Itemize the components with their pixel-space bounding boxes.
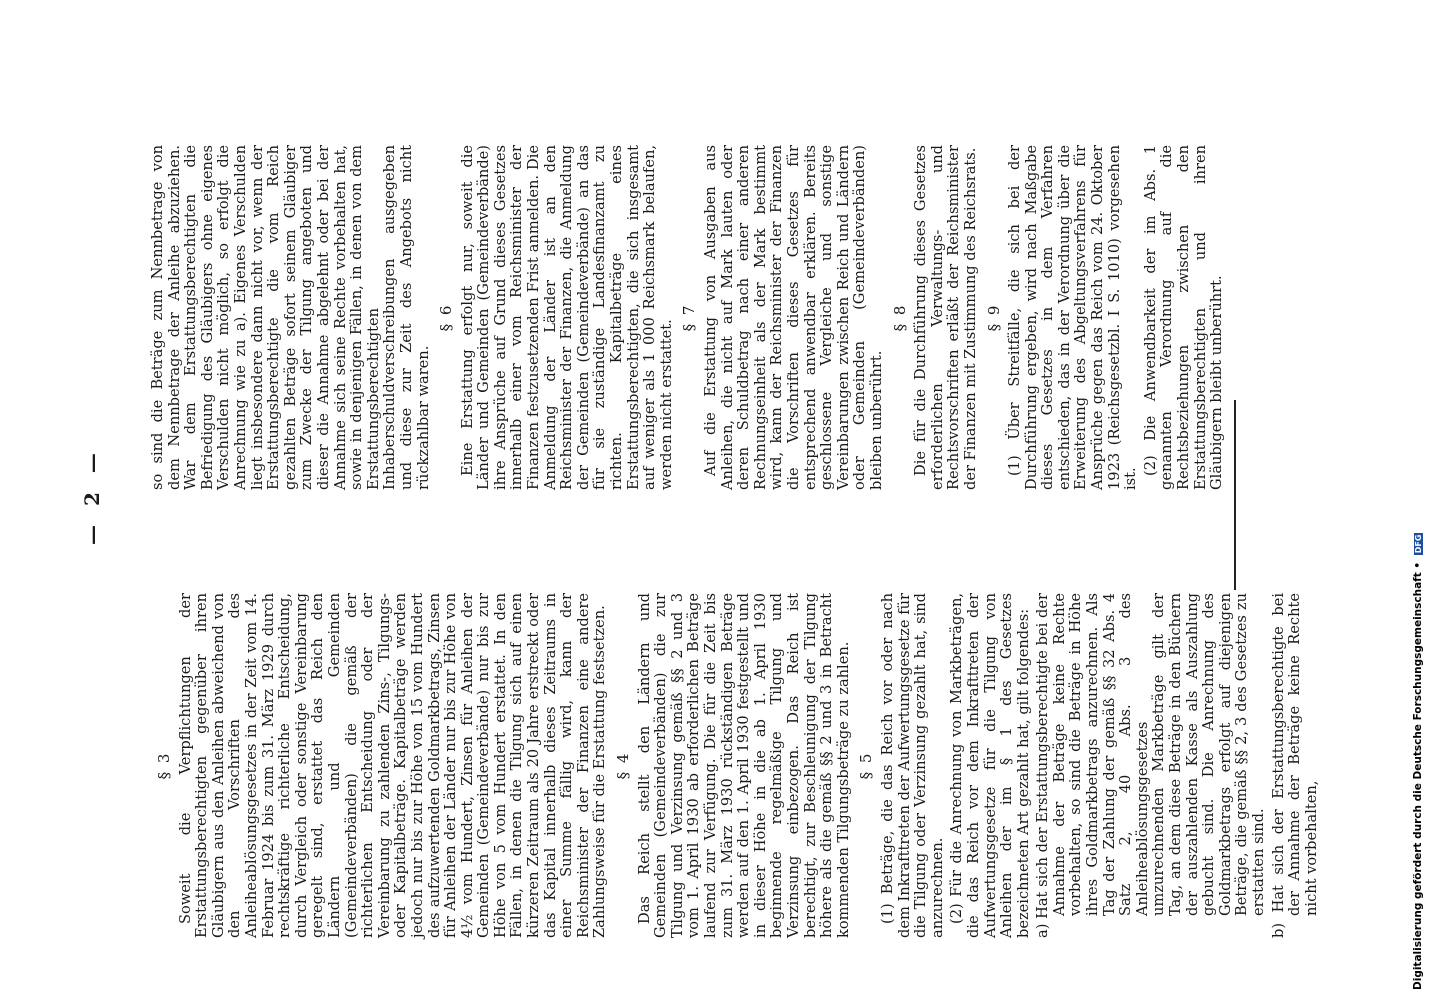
digitization-credit bbox=[1412, 10, 1424, 990]
section-5-continuation: so sind die Beträge zum Nennbetrage von dem Nennbetrage der Anleihe abzuziehen. War dem Erstattungsberechtigten die Befriedigung des Gläubigers ohne eigenes Verschulden nicht möglich, so erfolgt die Anrechnung wie zu a). Eigenes Verschulden liegt insbesondere dann nicht vor, wenn der Erstattungsberechtigte die vom Reich gezahlten Beträge sofort seinem Gläubiger zum Zwecke der Tilgung angeboten und dieser die Annahme abgelehnt oder bei der Annahme sich seine Rechte vorbehalten hat, sowie in denjenigen Fällen, in denen von dem Erstattungsberechtigten Inhaberschuldverschreibungen ausgegeben und diese zur Zeit des Angebots nicht rückzahlbar waren. bbox=[149, 145, 432, 490]
section-heading-3: § 3 bbox=[155, 751, 173, 780]
section-5-item-b: b) Hat sich der Erstattungsberechtigte bei der Annahme der Beträge keine Rechte nicht vorbehalten, bbox=[1269, 593, 1320, 938]
section-heading-9: § 9 bbox=[984, 303, 1003, 332]
section-5-para-1: (1) Beträge, die das Reich vor oder nach dem Inkrafttreten der Aufwertungsgesetze für die Tilgung oder Verzinsung gezahlt hat, sind anzurechnen. bbox=[878, 593, 946, 938]
section-5-item-a: a) Hat sich der Erstattungsberechtigte bei der Annahme der Beträge keine Rechte vorbehalten, so sind die Beträge in Höhe ihres Goldmarkbetrags anzurechnen. Als Tag der Zahlung der gemäß §§ 32 Abs. 4 Satz 2, 40 Abs. 3 des Anleiheablösungsgesetzes umzurechnenden Markbeträge gilt der Tag, an dem diese Beträge in den Büchern der auszahlenden Kasse als Auszahlung gebucht sind. Die Anrechnung des Goldmarkbetrags erfolgt auf diejenigen Beträge, die gemäß §§ 2, 3 des Gesetzes zu erstatten sind. bbox=[1034, 593, 1267, 938]
section-heading-7: § 7 bbox=[680, 303, 699, 332]
section-3-text: Soweit die Verpflichtungen der Erstattungsberechtigten gegenüber ihren Gläubigern aus den Anleihen abweichend von den Vorschriften des Anleiheablösungsgesetzes in der Zeit vom 14. Februar 1924 bis zum 31. März 1929 durch rechtskräftige richterliche Entscheidung, durch Vergleich oder sonstige Vereinbarung geregelt sind, erstattet das Reich den Ländern und Gemeinden (Gemeindeverbänden) die gemäß der richterlichen Entscheidung oder der Vereinbarung zu zahlenden Zins-, Tilgungs- oder Kapitalbeträge. Kapitalbeträge werden jedoch nur bis zur Höhe von 15 vom Hundert des aufzuwertenden Goldmarkbetrags, Zinsen für Anleihen der Länder nur bis zur Höhe von 4½ vom Hundert, Zinsen für Anleihen der Gemeinden (Gemeindeverbände) nur bis zur Höhe von 5 vom Hundert erstattet. In den Fällen, in denen die Tilgung sich auf einen kürzeren Zeitraum als 20 Jahre erstreckt oder das Kapital innerhalb dieses Zeitraums in einer Summe fällig wird, kann der Reichsminister der Finanzen eine andere Zahlungsweise für die Erstattung festsetzen. bbox=[176, 593, 609, 938]
section-9-para-2: (2) Die Anwendbarkeit der im Abs. 1 genannten Verordnung auf die Rechtsbeziehungen zwischen den Erstattungsberechtigten und ihren Gläubigern bleibt unberührt. bbox=[1141, 145, 1226, 490]
section-heading-5: § 5 bbox=[857, 751, 876, 780]
page-number: — 2 — bbox=[80, 447, 104, 545]
end-rule bbox=[1234, 400, 1236, 590]
section-7-text: Auf die Erstattung von Ausgaben aus Anleihen, die nicht auf Mark lauten oder deren Schuldbetrag nach einer anderen Rechnungseinheit als der Mark bestimmt wird, kann der Reichsminister der Finanzen die Vorschriften dieses Gesetzes für entsprechend anwendbar erklären. Bereits geschlossene Vergleiche und sonstige Vereinbarungen zwischen Reich und Ländern oder Gemeinden (Gemeindeverbänden) bleiben unberührt. bbox=[702, 145, 885, 490]
section-heading-8: § 8 bbox=[890, 303, 909, 332]
section-9-para-1: (1) Über Streitfälle, die sich bei der Durchführung ergeben, wird nach Maßgabe dieses Gesetzes in dem Verfahren entschieden, das in der Verordnung über die Erweiterung des Abgeltungsverfahrens für Ansprüche gegen das Reich vom 24. Oktober 1923 (Reichsgesetzbl. I S. 1010) vorgesehen ist. bbox=[1006, 145, 1140, 490]
section-heading-6: § 6 bbox=[437, 303, 456, 332]
credit-text: Digitalisierung gefördert durch die Deutsche Forschungsgemeinschaft • bbox=[1412, 561, 1424, 990]
dfg-logo: DFG bbox=[1414, 534, 1423, 554]
section-4-text: Das Reich stellt den Ländern und Gemeinden (Gemeindeverbänden) die zur Tilgung und Verzinsung gemäß §§ 2 und 3 vom 1. April 1930 ab erforderlichen Beträge laufend zur Verfügung. Die für die Zeit bis zum 31. März 1930 rückständigen Beträge werden auf den 1. April 1930 festgestellt und in dieser Höhe in die ab 1. April 1930 beginnende regelmäßige Tilgung und Verzinsung einbezogen. Das Reich ist berechtigt, zur Beschleunigung der Tilgung höhere als die gemäß §§ 2 und 3 in Betracht kommenden Tilgungsbeträge zu zahlen. bbox=[635, 593, 852, 938]
section-6-text: Eine Erstattung erfolgt nur, soweit die Länder und Gemeinden (Gemeindeverbände) ihre Ansprüche auf Grund dieses Gesetzes innerhalb einer vom Reichsminister der Finanzen festzusetzenden Frist anmelden. Die Anmeldung der Länder ist an den Reichsminister der Finanzen, die Anmeldung der Gemeinden (Gemeindeverbände) an das für sie zuständige Landesfinanzamt zu richten. Kapitalbeträge eines Erstattungsberechtigten, die sich insgesamt auf weniger als 1 000 Reichsmark belaufen, werden nicht erstattet. bbox=[458, 145, 675, 490]
right-column bbox=[150, 145, 1229, 490]
section-5-para-2: (2) Für die Anrechnung von Markbeträgen, die das Reich vor dem Inkrafttreten der Aufwertungsgesetze für die Tilgung von Anleihen der im § 1 des Gesetzes bezeichneten Art gezahlt hat, gilt folgendes: bbox=[948, 593, 1032, 938]
left-column bbox=[150, 593, 1323, 938]
section-8-text: Die für die Durchführung dieses Gesetzes erforderlichen Verwaltungs- und Rechtsvorschriften erläßt der Reichsminister der Finanzen mit Zustimmung des Reichsrats. bbox=[912, 145, 979, 490]
section-heading-4: § 4 bbox=[614, 751, 633, 780]
